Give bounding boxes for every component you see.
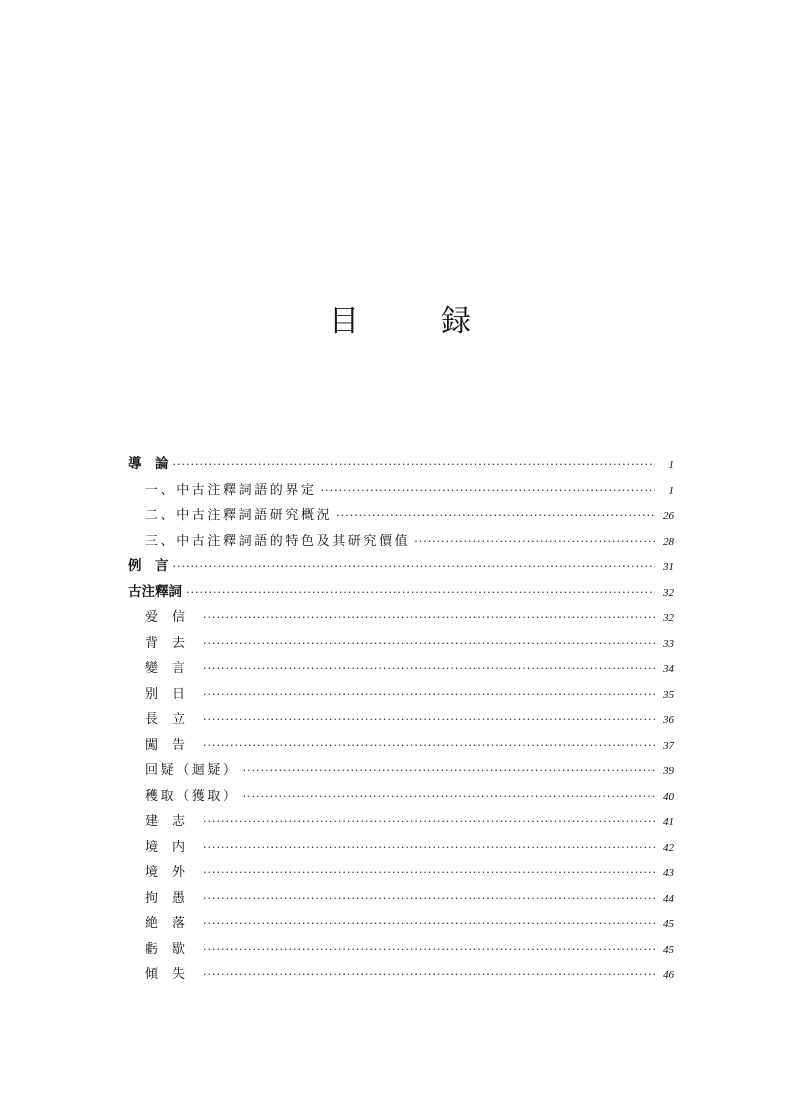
toc-page-number: 34 (663, 663, 674, 675)
toc-entry[interactable] (128, 860, 674, 886)
toc-entry-label: 境内 (145, 839, 200, 855)
toc-entry-label: 爱信 (145, 610, 200, 625)
table-of-contents (128, 452, 674, 988)
toc-entry-label: 穫取（獲取） (145, 788, 239, 804)
toc-entry-label: 一、中古注釋詞語的界定 (145, 482, 317, 498)
toc-entry[interactable] (128, 886, 674, 912)
toc-entry-label: 變言 (145, 661, 200, 676)
toc-entry[interactable] (128, 835, 674, 861)
toc-page-number: 32 (663, 586, 674, 599)
toc-entry[interactable] (128, 554, 674, 580)
toc-page-number: 32 (663, 612, 674, 624)
toc-entry[interactable] (128, 937, 674, 963)
dot-leader (414, 529, 655, 555)
toc-entry[interactable] (128, 503, 674, 529)
toc-entry[interactable] (128, 580, 674, 606)
toc-page-number: 40 (663, 790, 674, 803)
toc-entry[interactable] (128, 962, 674, 988)
toc-page-number: 31 (663, 561, 674, 573)
toc-page-number: 1 (668, 459, 674, 471)
toc-page-number: 42 (663, 841, 674, 854)
toc-page-number: 1 (668, 484, 674, 497)
toc-entry[interactable] (128, 707, 674, 733)
toc-entry[interactable] (128, 478, 674, 504)
toc-entry[interactable] (128, 784, 674, 810)
toc-entry-label: 古注釋詞 (128, 583, 182, 600)
toc-page-number: 39 (663, 765, 674, 777)
toc-entry[interactable] (128, 656, 674, 682)
dot-leader (203, 656, 655, 682)
dot-leader (203, 682, 655, 708)
toc-entry-label: 闖告 (145, 737, 200, 753)
toc-page-number: 43 (663, 867, 674, 879)
toc-entry[interactable] (128, 809, 674, 835)
dot-leader (203, 962, 655, 988)
toc-entry[interactable] (128, 733, 674, 759)
toc-entry[interactable] (128, 631, 674, 657)
toc-entry[interactable] (128, 529, 674, 555)
toc-entry[interactable] (128, 758, 674, 784)
toc-page-number: 41 (663, 816, 674, 828)
toc-entry-label: 二、中古注釋詞語研究概況 (145, 508, 333, 523)
toc-entry-label: 導 論 (128, 456, 169, 472)
toc-page-number: 33 (663, 637, 674, 650)
toc-page-number: 36 (663, 714, 674, 726)
toc-page-number: 44 (663, 892, 674, 905)
dot-leader (203, 937, 655, 963)
toc-entry[interactable] (128, 682, 674, 708)
toc-entry[interactable] (128, 452, 674, 478)
dot-leader (203, 860, 655, 886)
dot-leader (203, 605, 655, 631)
toc-entry-label: 回疑（迴疑） (145, 763, 239, 778)
toc-entry-label: 虧歇 (145, 941, 200, 957)
dot-leader (243, 758, 655, 784)
toc-entry-label: 絶落 (145, 916, 200, 931)
toc-entry-label: 境外 (145, 865, 200, 880)
toc-entry-label: 傾失 (145, 967, 200, 982)
dot-leader (203, 886, 655, 912)
toc-page-number: 45 (663, 918, 674, 930)
dot-leader (203, 631, 655, 657)
toc-entry-label: 三、中古注釋詞語的特色及其研究價值 (145, 533, 411, 549)
toc-page-number: 37 (663, 739, 674, 752)
dot-leader (173, 554, 656, 580)
toc-entry-label: 拘愚 (145, 890, 200, 906)
toc-entry-label: 長立 (145, 712, 200, 727)
toc-entry[interactable] (128, 911, 674, 937)
toc-entry-label: 例 言 (128, 558, 169, 574)
dot-leader (203, 911, 655, 937)
toc-entry-label: 建志 (145, 814, 200, 829)
dot-leader (203, 809, 655, 835)
toc-page-number: 26 (663, 510, 674, 522)
toc-entry-label: 背去 (145, 635, 200, 651)
dot-leader (203, 733, 655, 759)
dot-leader (203, 707, 655, 733)
toc-page-number: 46 (663, 969, 674, 981)
toc-page-number: 35 (663, 688, 674, 701)
dot-leader (186, 580, 655, 606)
dot-leader (243, 784, 655, 810)
dot-leader (336, 503, 655, 529)
dot-leader (321, 478, 655, 504)
dot-leader (173, 452, 656, 478)
page-title: 目 録 (329, 304, 497, 340)
toc-page-number: 28 (663, 535, 674, 548)
toc-page-number: 45 (663, 943, 674, 956)
dot-leader (203, 835, 655, 861)
toc-entry[interactable] (128, 605, 674, 631)
toc-entry-label: 别日 (145, 686, 200, 702)
